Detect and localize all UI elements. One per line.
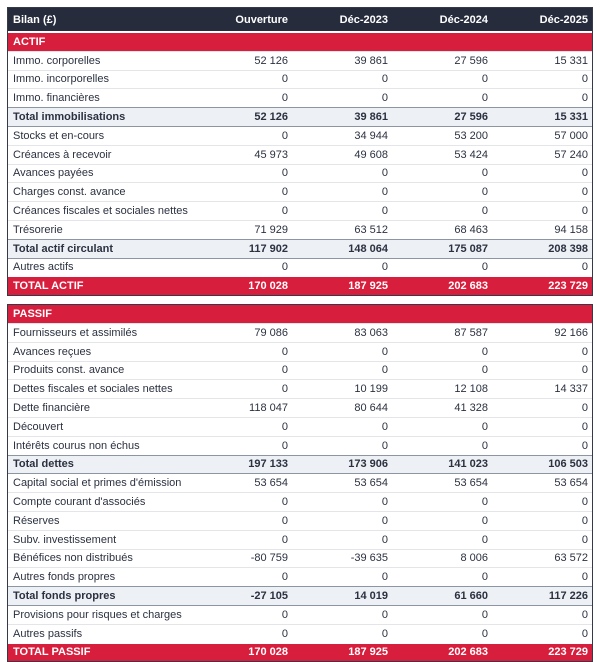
row-value: 0 <box>581 186 588 199</box>
table-row <box>8 145 592 164</box>
row-value: 0 <box>581 514 588 527</box>
row-label: Compte courant d'associés <box>13 496 146 509</box>
row-value: 0 <box>481 167 488 180</box>
row-value: 117 226 <box>548 590 588 602</box>
row-value: 0 <box>381 92 388 105</box>
table-row <box>8 455 592 475</box>
row-value: 0 <box>581 402 588 415</box>
row-value: 0 <box>281 129 288 142</box>
row-label: Avances reçues <box>13 345 92 358</box>
row-value: 0 <box>381 167 388 180</box>
row-value: 0 <box>581 261 588 274</box>
row-value: 53 654 <box>254 477 288 490</box>
row-value: 0 <box>281 420 288 433</box>
row-value: 52 126 <box>254 54 288 67</box>
row-label: Total actif circulant <box>13 242 114 255</box>
row-value: 53 654 <box>554 477 588 490</box>
row-label: Capital social et primes d'émission <box>13 477 182 490</box>
row-value: 53 200 <box>454 129 488 142</box>
row-value: 52 126 <box>254 111 288 124</box>
row-label: Immo. corporelles <box>13 54 101 67</box>
row-value: 0 <box>581 439 588 452</box>
row-value: 0 <box>381 514 388 527</box>
row-value: 0 <box>381 496 388 509</box>
row-value: 27 596 <box>454 111 488 124</box>
column-header-dec-2023: Déc-2023 <box>339 13 388 26</box>
row-value: 117 902 <box>248 242 288 255</box>
row-value: 0 <box>281 608 288 621</box>
row-value: 202 683 <box>448 646 488 659</box>
row-value: 87 587 <box>454 326 488 339</box>
row-value: 0 <box>381 439 388 452</box>
row-value: 0 <box>581 345 588 358</box>
table-row <box>8 567 592 586</box>
row-value: 0 <box>481 261 488 274</box>
row-value: 79 086 <box>254 326 288 339</box>
row-value: 0 <box>481 439 488 452</box>
column-header-row <box>8 8 592 33</box>
table-row <box>8 220 592 239</box>
row-value: 39 861 <box>354 54 388 67</box>
row-value: 0 <box>281 533 288 546</box>
row-value: 106 503 <box>548 458 588 471</box>
row-value: 0 <box>481 627 488 640</box>
table-row <box>8 492 592 511</box>
table-row <box>8 643 592 662</box>
row-label: Stocks et en-cours <box>13 129 105 142</box>
row-value: 0 <box>581 496 588 509</box>
row-value: 14 019 <box>354 590 388 602</box>
table-row <box>8 323 592 342</box>
row-value: 0 <box>281 514 288 527</box>
row-value: 0 <box>281 571 288 584</box>
row-label: TOTAL PASSIF <box>13 646 91 659</box>
row-value: 175 087 <box>448 242 488 255</box>
table-row <box>8 201 592 220</box>
row-value: 15 331 <box>554 111 588 124</box>
row-label: Avances payées <box>13 167 94 180</box>
column-header-dec-2025: Déc-2025 <box>539 13 588 26</box>
row-label: Immo. financières <box>13 92 100 105</box>
row-value: -39 635 <box>350 552 388 565</box>
row-value: 63 512 <box>354 223 388 236</box>
table-row <box>8 436 592 455</box>
row-value: 53 654 <box>354 477 388 490</box>
row-value: 187 925 <box>348 646 388 659</box>
row-value: 8 006 <box>460 552 488 565</box>
row-value: 0 <box>481 364 488 377</box>
row-value: 0 <box>281 439 288 452</box>
row-label: Autres passifs <box>13 627 83 640</box>
row-value: 0 <box>581 205 588 218</box>
row-value: 0 <box>381 261 388 274</box>
row-value: 71 929 <box>254 223 288 236</box>
row-label: Produits const. avance <box>13 364 125 377</box>
row-label: Immo. incorporelles <box>13 73 109 86</box>
row-label: Créances fiscales et sociales nettes <box>13 205 188 218</box>
table-row <box>8 182 592 201</box>
row-value: 0 <box>281 205 288 218</box>
row-value: 170 028 <box>248 646 288 659</box>
row-value: 0 <box>281 496 288 509</box>
row-label: Charges const. avance <box>13 186 126 199</box>
table-row <box>8 549 592 568</box>
row-value: 187 925 <box>348 280 388 293</box>
row-value: 15 331 <box>554 54 588 67</box>
row-value: 148 064 <box>348 242 388 255</box>
row-label: Fournisseurs et assimilés <box>13 326 138 339</box>
row-label: Créances à recevoir <box>13 148 112 161</box>
row-value: 0 <box>281 261 288 274</box>
table-row <box>8 127 592 145</box>
row-label: Total fonds propres <box>13 590 116 602</box>
row-value: 0 <box>481 92 488 105</box>
row-value: 202 683 <box>448 280 488 293</box>
row-value: 27 596 <box>454 54 488 67</box>
row-value: 0 <box>581 533 588 546</box>
row-value: 0 <box>481 345 488 358</box>
table-row <box>8 70 592 89</box>
row-value: 118 047 <box>249 402 288 415</box>
table-row <box>8 474 592 492</box>
row-value: 45 973 <box>254 148 288 161</box>
row-value: -27 105 <box>250 590 288 602</box>
row-value: 0 <box>481 420 488 433</box>
row-value: 0 <box>381 420 388 433</box>
row-value: 41 328 <box>454 402 488 415</box>
table-row <box>8 361 592 380</box>
row-value: 0 <box>481 608 488 621</box>
row-label: Subv. investissement <box>13 533 117 546</box>
row-value: 61 660 <box>454 590 488 602</box>
table-row <box>8 606 592 624</box>
row-value: 141 023 <box>448 458 488 471</box>
table-row <box>8 164 592 183</box>
row-value: 57 240 <box>554 148 588 161</box>
row-value: 63 572 <box>554 552 588 565</box>
row-label: Total dettes <box>13 458 74 471</box>
row-value: 0 <box>581 167 588 180</box>
table-row <box>8 530 592 549</box>
row-value: 0 <box>381 205 388 218</box>
table-row <box>8 379 592 398</box>
row-value: 0 <box>281 167 288 180</box>
row-value: 0 <box>281 73 288 86</box>
row-value: 39 861 <box>354 111 388 124</box>
row-value: 92 166 <box>554 326 588 339</box>
row-value: 0 <box>481 514 488 527</box>
section-passif-header: PASSIF <box>8 305 592 323</box>
row-value: -80 759 <box>250 552 288 565</box>
table-row <box>8 107 592 127</box>
actif-block <box>7 7 593 296</box>
row-label: Provisions pour risques et charges <box>13 608 182 621</box>
row-value: 0 <box>581 73 588 86</box>
row-value: 0 <box>381 345 388 358</box>
table-row <box>8 51 592 70</box>
row-value: 173 906 <box>348 458 388 471</box>
row-value: 0 <box>281 627 288 640</box>
row-label: Bénéfices non distribués <box>13 552 133 565</box>
row-label: Autres fonds propres <box>13 571 116 584</box>
table-row <box>8 239 592 259</box>
table-row <box>8 276 592 295</box>
row-value: 10 199 <box>354 383 388 396</box>
row-value: 94 158 <box>554 223 588 236</box>
row-value: 14 337 <box>554 383 588 396</box>
row-label: Dettes fiscales et sociales nettes <box>13 383 173 396</box>
row-value: 0 <box>481 205 488 218</box>
row-value: 57 000 <box>554 129 588 142</box>
row-label: Découvert <box>13 420 64 433</box>
row-value: 0 <box>381 571 388 584</box>
row-label: Réserves <box>13 514 60 527</box>
table-row <box>8 259 592 277</box>
table-row <box>8 511 592 530</box>
row-value: 0 <box>281 345 288 358</box>
row-label: TOTAL ACTIF <box>13 280 84 293</box>
row-value: 0 <box>281 186 288 199</box>
row-value: 0 <box>381 364 388 377</box>
row-value: 0 <box>581 364 588 377</box>
table-title: Bilan (£) <box>13 13 57 26</box>
row-value: 223 729 <box>548 280 588 293</box>
row-value: 53 654 <box>454 477 488 490</box>
row-value: 0 <box>481 73 488 86</box>
row-value: 0 <box>381 73 388 86</box>
row-value: 49 608 <box>354 148 388 161</box>
row-label: Trésorerie <box>13 223 63 236</box>
row-value: 34 944 <box>354 129 388 142</box>
row-value: 12 108 <box>454 383 488 396</box>
row-value: 0 <box>281 364 288 377</box>
table-row <box>8 342 592 361</box>
row-value: 80 644 <box>354 402 388 415</box>
row-value: 0 <box>481 533 488 546</box>
row-value: 0 <box>581 92 588 105</box>
row-label: Autres actifs <box>13 261 74 274</box>
row-value: 0 <box>581 608 588 621</box>
table-row <box>8 586 592 606</box>
row-label: Total immobilisations <box>13 111 126 124</box>
row-value: 0 <box>581 571 588 584</box>
row-value: 0 <box>481 186 488 199</box>
row-value: 197 133 <box>248 458 288 471</box>
table-row <box>8 398 592 417</box>
row-label: Dette financière <box>13 402 91 415</box>
table-row <box>8 417 592 436</box>
section-actif-header: ACTIF <box>8 33 592 51</box>
row-label: Intérêts courus non échus <box>13 439 140 452</box>
row-value: 0 <box>381 533 388 546</box>
row-value: 0 <box>281 383 288 396</box>
row-value: 170 028 <box>248 280 288 293</box>
row-value: 0 <box>281 92 288 105</box>
row-value: 0 <box>381 608 388 621</box>
table-row <box>8 624 592 643</box>
table-row <box>8 88 592 107</box>
row-value: 223 729 <box>548 646 588 659</box>
row-value: 0 <box>481 496 488 509</box>
passif-block <box>7 304 593 662</box>
row-value: 0 <box>581 627 588 640</box>
actif-rows <box>8 51 592 295</box>
passif-rows <box>8 323 592 661</box>
row-value: 53 424 <box>454 148 488 161</box>
row-value: 0 <box>381 186 388 199</box>
row-value: 83 063 <box>354 326 388 339</box>
column-header-dec-2024: Déc-2024 <box>439 13 488 26</box>
row-value: 208 398 <box>548 242 588 255</box>
row-value: 0 <box>481 571 488 584</box>
row-value: 0 <box>381 627 388 640</box>
column-header-ouverture: Ouverture <box>235 13 288 26</box>
row-value: 0 <box>581 420 588 433</box>
row-value: 68 463 <box>454 223 488 236</box>
